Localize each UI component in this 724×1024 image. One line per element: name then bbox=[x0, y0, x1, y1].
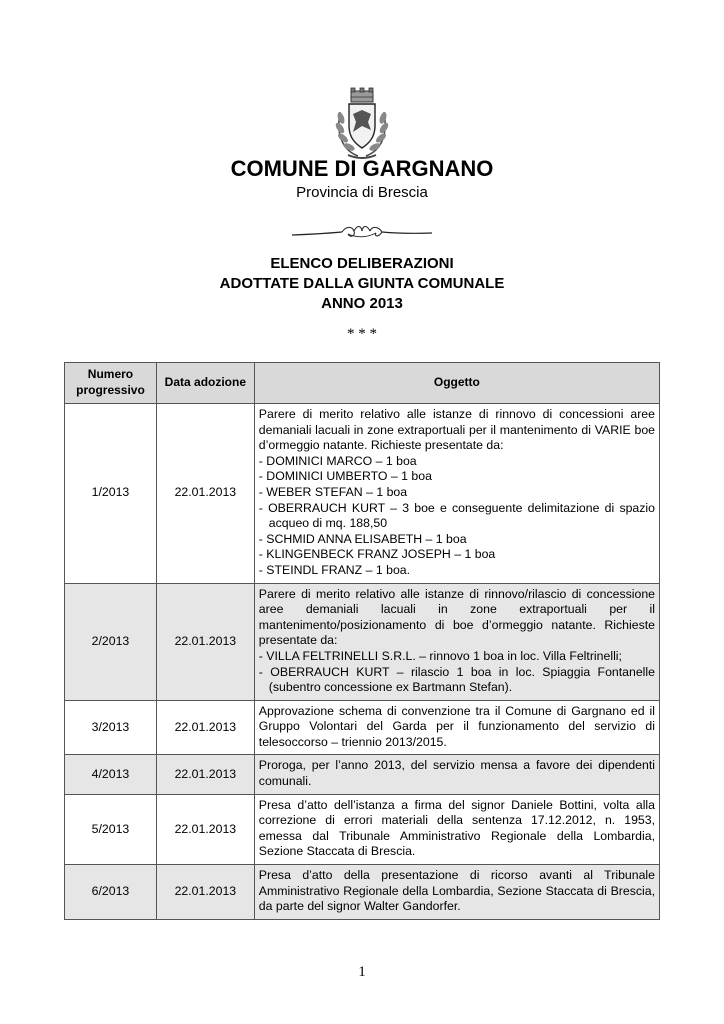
row-date: 22.01.2013 bbox=[156, 700, 254, 755]
heading-line-2: ADOTTATE DALLA GIUNTA COMUNALE bbox=[219, 275, 505, 292]
heading-line-3: ANNO 2013 bbox=[321, 295, 403, 312]
column-header-number-line2: progressivo bbox=[76, 383, 145, 397]
page-number: 1 bbox=[358, 964, 366, 980]
column-header-number bbox=[65, 363, 157, 404]
subject-text: Presa d’atto della presentazione di ricorso avanti al Tribunale Amministrativo Regionale della Lombardia, Sezione Staccata di Brescia, da parte del signor Walter Gandorfer. bbox=[258, 868, 655, 914]
deliberations-table bbox=[64, 362, 660, 920]
municipal-coat-of-arms-icon bbox=[322, 86, 402, 166]
ornamental-flourish-icon bbox=[290, 222, 434, 242]
subject-text: Approvazione schema di convenzione tra il Comune di Gargnano ed il Gruppo Volontari del Garda per il funzionamento del servizio di telesoccorso – triennio 2013/2015. bbox=[258, 703, 655, 749]
list-item: - DOMINICI UMBERTO – 1 boa bbox=[258, 469, 432, 484]
table-row bbox=[65, 583, 660, 700]
row-subject bbox=[254, 794, 659, 864]
table-row bbox=[65, 700, 660, 755]
municipality-name: COMUNE DI GARGNANO bbox=[230, 156, 494, 181]
row-date: 22.01.2013 bbox=[156, 865, 254, 920]
table-row bbox=[65, 404, 660, 584]
row-subject bbox=[254, 865, 659, 920]
list-item: - VILLA FELTRINELLI S.R.L. – rinnovo 1 boa in loc. Villa Feltrinelli; bbox=[258, 648, 622, 663]
table-row bbox=[65, 755, 660, 794]
list-item: - OBERRAUCH KURT – rilascio 1 boa in loc. Spiaggia Fontanelle (subentro concessione ex Bartmann Stefan). bbox=[258, 664, 655, 695]
list-item: - WEBER STEFAN – 1 boa bbox=[258, 484, 408, 499]
column-header-date: Data adozione bbox=[156, 363, 254, 404]
row-subject bbox=[254, 404, 659, 584]
row-number: 4/2013 bbox=[65, 755, 157, 794]
province-name: Provincia di Brescia bbox=[296, 184, 428, 201]
row-date: 22.01.2013 bbox=[156, 794, 254, 864]
row-date: 22.01.2013 bbox=[156, 583, 254, 700]
separator-stars: * * * bbox=[347, 326, 377, 342]
subject-text: Parere di merito relativo alle istanze di rinnovo/rilascio di concessione aree demaniali lacuali in zone extraportuali per il mantenimento/posizionamento di boe d’ormeggio natante. Richieste presentate da: bbox=[258, 586, 655, 648]
subject-text: Presa d’atto dell’istanza a firma del signor Daniele Bottini, volta alla correzione di errori materiali della sentenza 17.12.2012, n. 1953, emessa dal Tribunale Amministrativo Regionale della Lombardia, Sezione Staccata di Brescia. bbox=[258, 797, 655, 859]
list-item: - OBERRAUCH KURT – 3 boe e conseguente delimitazione di spazio acqueo di mq. 188,50 bbox=[258, 500, 655, 531]
list-item: - DOMINICI MARCO – 1 boa bbox=[258, 453, 417, 468]
subject-text: Proroga, per l’anno 2013, del servizio mensa a favore dei dipendenti comunali. bbox=[258, 758, 655, 789]
row-subject bbox=[254, 755, 659, 794]
row-number: 5/2013 bbox=[65, 794, 157, 864]
column-header-number-line1: Numero bbox=[87, 367, 134, 382]
table-row bbox=[65, 794, 660, 864]
row-date: 22.01.2013 bbox=[156, 404, 254, 584]
list-item: - SCHMID ANNA ELISABETH – 1 boa bbox=[258, 531, 467, 546]
row-number: 2/2013 bbox=[65, 583, 157, 700]
row-number: 3/2013 bbox=[65, 700, 157, 755]
row-subject bbox=[254, 700, 659, 755]
list-item: - KLINGENBECK FRANZ JOSEPH – 1 boa bbox=[258, 547, 496, 562]
applicant-list bbox=[259, 454, 655, 579]
row-number: 1/2013 bbox=[65, 404, 157, 584]
table-header-row bbox=[65, 363, 660, 404]
column-header-subject: Oggetto bbox=[254, 363, 659, 404]
heading-line-1: ELENCO DELIBERAZIONI bbox=[270, 255, 454, 272]
table-row bbox=[65, 865, 660, 920]
applicant-list bbox=[259, 649, 655, 696]
list-item: - STEINDL FRANZ – 1 boa. bbox=[258, 562, 411, 577]
row-number: 6/2013 bbox=[65, 865, 157, 920]
row-subject bbox=[254, 583, 659, 700]
document-heading bbox=[0, 254, 724, 314]
row-date: 22.01.2013 bbox=[156, 755, 254, 794]
subject-text: Parere di merito relativo alle istanze di rinnovo di concessioni aree demaniali lacuali in zone extraportuali per il mantenimento di VARIE boe d’ormeggio natante. Richieste presentate da: bbox=[258, 407, 655, 453]
